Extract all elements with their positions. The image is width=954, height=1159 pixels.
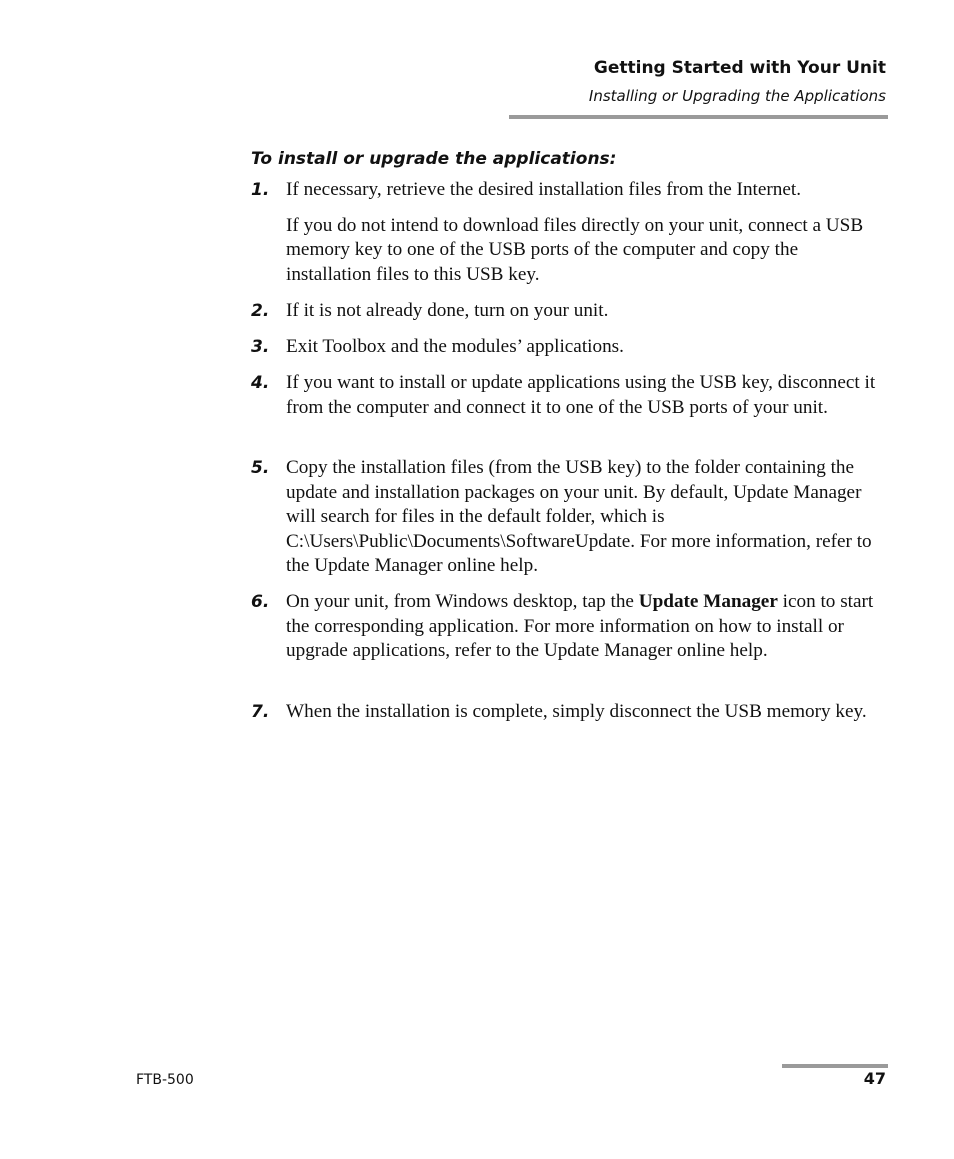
step-number: 4. — [251, 373, 270, 393]
step-paragraph: When the installation is complete, simply disconnect the USB memory key. — [286, 701, 867, 722]
footer-divider — [782, 1064, 888, 1068]
step-body — [286, 178, 888, 287]
step-text: icon to start the corresponding application. For more information on how to install or upgrade applications, refer to the Update Manager online help. — [286, 591, 874, 661]
step-paragraph: If you want to install or update applications using the USB key, disconnect it from the computer and connect it to one of the USB ports of your unit. — [286, 372, 876, 418]
step-paragraph: If it is not already done, turn on your unit. — [286, 300, 609, 321]
step-paragraph — [286, 590, 888, 664]
step-body — [286, 335, 888, 360]
running-header-chapter: Getting Started with Your Unit — [593, 58, 886, 78]
step-number: 7. — [251, 702, 270, 722]
step-number: 1. — [251, 180, 270, 200]
step-paragraph: If you do not intend to download files directly on your unit, connect a USB memory key to one of the USB ports of the computer and copy the installation files to this USB key. — [286, 214, 864, 285]
page-number: 47 — [863, 1069, 886, 1088]
step-body — [286, 371, 888, 420]
step-body — [286, 299, 888, 324]
step-paragraph: If necessary, retrieve the desired installation files from the Internet. — [286, 179, 802, 200]
step-body — [286, 700, 888, 725]
footer-document-code: FTB-500 — [136, 1072, 194, 1088]
running-header-section: Installing or Upgrading the Applications — [588, 87, 886, 105]
step-number: 5. — [251, 458, 270, 478]
step-body — [286, 590, 888, 664]
step-number: 6. — [251, 592, 270, 612]
procedure-title: To install or upgrade the applications: — [251, 149, 617, 169]
update-manager-label: Update Manager — [638, 591, 778, 612]
step-text: On your unit, from Windows desktop, tap the — [286, 591, 639, 612]
step-body — [286, 456, 888, 579]
step-number: 3. — [251, 337, 270, 357]
header-divider — [509, 115, 888, 119]
step-paragraph: Copy the installation files (from the USB key) to the folder containing the update and installation packages on your unit. By default, Update Manager will search for files in the default folder, which is C:\Users\Public\Documents\SoftwareUpdate. For more information, refer to the Update Manager online help. — [286, 457, 872, 576]
step-paragraph: Exit Toolbox and the modules’ applications. — [286, 336, 624, 357]
step-number: 2. — [251, 301, 270, 321]
